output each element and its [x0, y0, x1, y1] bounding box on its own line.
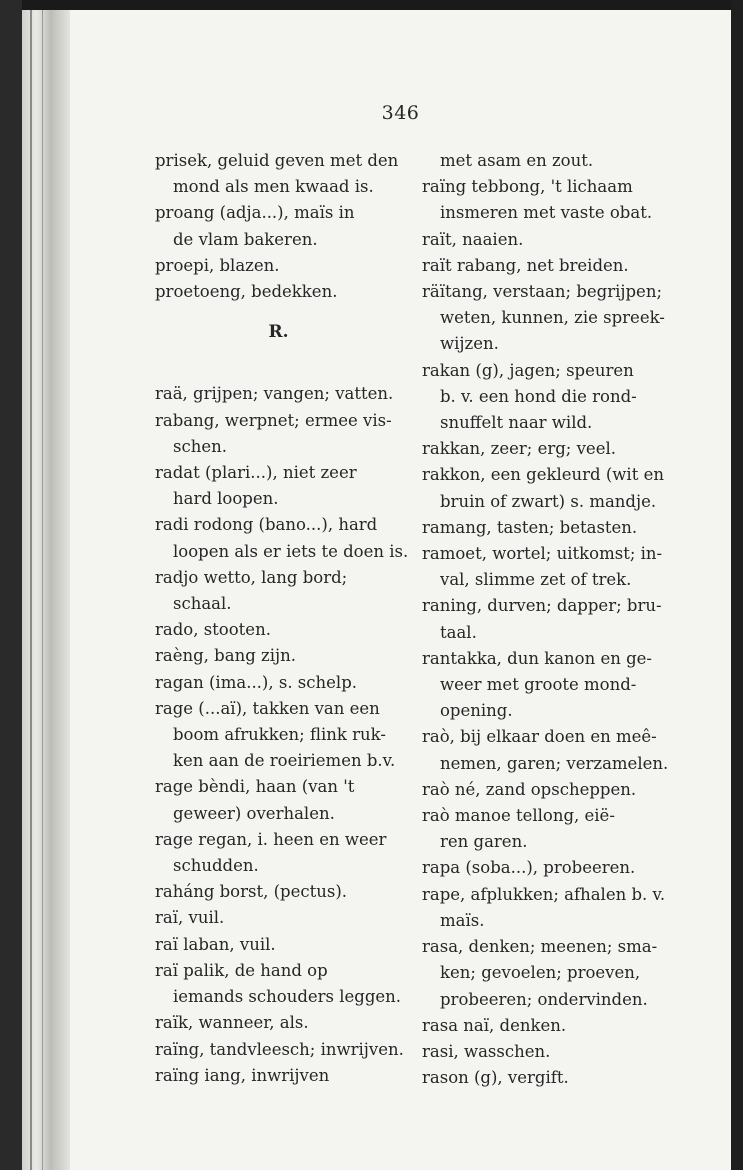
dictionary-entry — [422, 436, 668, 462]
entry-continuation-line: schen. — [173, 436, 227, 456]
entry-continuation-line: wijzen. — [440, 334, 499, 354]
entry-line: raò, bij elkaar doen en meê- — [422, 727, 657, 747]
dictionary-entry — [422, 541, 668, 593]
entry-line: rasa, denken; meenen; sma- — [422, 937, 658, 957]
page-number: 346 — [381, 102, 420, 124]
entry-line: rason (g), vergift. — [422, 1068, 569, 1088]
entry-continuation-line: boom afrukken; flink ruk- — [173, 725, 386, 745]
entry-line: raháng borst, (pectus). — [155, 882, 348, 902]
entry-line: ragan (ima...), s. schelp. — [155, 672, 357, 692]
entry-line: raò né, zand opscheppen. — [422, 779, 637, 799]
dictionary-entry — [155, 958, 402, 1010]
entry-line: raïng tebbong, 't lichaam — [422, 177, 633, 197]
dictionary-entry — [155, 932, 402, 958]
entry-line: raïng iang, inwrijven — [155, 1065, 330, 1085]
entry-line: proepi, blazen. — [155, 255, 280, 275]
entry-line: raïk, wanneer, als. — [155, 1013, 309, 1033]
entry-continuation-line: weten, kunnen, zie spreek- — [440, 308, 665, 328]
dictionary-entry — [422, 1039, 668, 1065]
scan-border-right — [731, 0, 743, 1170]
entry-line: radat (plari...), niet zeer — [155, 463, 357, 483]
entry-continuation-line: bruin of zwart) s. mandje. — [440, 491, 657, 511]
dictionary-entry — [155, 408, 402, 460]
entry-line: rage bèndi, haan (van 't — [155, 777, 355, 797]
entry-continuation-line: hard loopen. — [173, 489, 279, 509]
dictionary-entry — [422, 777, 668, 803]
dictionary-entry — [155, 253, 402, 279]
dictionary-entry — [422, 515, 668, 541]
dictionary-entry — [155, 774, 402, 826]
entry-line: rabang, werpnet; ermee vis- — [155, 410, 392, 430]
entry-line: rapa (soba...), probeeren. — [422, 858, 636, 878]
entry-continuation-line: ren garen. — [440, 832, 528, 852]
entry-line: rasi, wasschen. — [422, 1041, 551, 1061]
dictionary-entry — [155, 381, 402, 407]
entry-line: rape, afplukken; afhalen b. v. — [422, 884, 666, 904]
entry-line: raò manoe tellong, eië- — [422, 806, 615, 826]
left-column — [155, 148, 409, 1089]
entry-line: raïng, tandvleesch; inwrijven. — [155, 1039, 404, 1059]
entry-line: radjo wetto, lang bord; — [155, 567, 348, 587]
entry-line: raä, grijpen; vangen; vatten. — [155, 384, 394, 404]
dictionary-entry — [155, 148, 402, 200]
entry-continuation-line: weer met groote mond- — [440, 675, 637, 695]
entry-continuation-line: nemen, garen; verzamelen. — [440, 753, 669, 773]
scan-border-top — [0, 0, 743, 10]
entry-line: raning, durven; dapper; bru- — [422, 596, 662, 616]
entry-line: räïtang, verstaan; begrijpen; — [422, 282, 663, 302]
dictionary-entry — [422, 358, 668, 437]
dictionary-entry — [155, 1010, 402, 1036]
dictionary-page — [70, 10, 731, 1170]
dictionary-entry — [422, 1013, 668, 1039]
entry-continuation-line: val, slimme zet of trek. — [440, 570, 632, 590]
entry-continuation-line: opening. — [440, 701, 513, 721]
entry-line: proetoeng, bedekken. — [155, 282, 338, 302]
dictionary-entry — [155, 696, 402, 775]
dictionary-entry — [422, 253, 668, 279]
entry-line: rakan (g), jagen; speuren — [422, 360, 634, 380]
dictionary-entry — [155, 1063, 402, 1089]
dictionary-entry — [155, 200, 402, 252]
dictionary-entry — [155, 1037, 402, 1063]
dictionary-entry — [422, 148, 668, 174]
dictionary-entry — [155, 565, 402, 617]
dictionary-entry — [155, 670, 402, 696]
entry-continuation-line: taal. — [440, 622, 477, 642]
entry-continuation-line: loopen als er iets te doen is. — [173, 541, 409, 561]
entry-line: raï laban, vuil. — [155, 934, 276, 954]
dictionary-entry — [422, 855, 668, 881]
entry-continuation-line: insmeren met vaste obat. — [440, 203, 653, 223]
entry-line: rantakka, dun kanon en ge- — [422, 648, 653, 668]
scan-border-left — [0, 0, 22, 1170]
entry-line: raï palik, de hand op — [155, 960, 328, 980]
dictionary-entry — [155, 827, 402, 879]
dictionary-entry — [422, 646, 668, 725]
entry-continuation-line: b. v. een hond die rond- — [440, 386, 637, 406]
entry-line: raït rabang, net breiden. — [422, 255, 629, 275]
entry-line: raït, naaien. — [422, 229, 524, 249]
entry-line: rado, stooten. — [155, 620, 271, 640]
dictionary-entry — [155, 905, 402, 931]
entry-continuation-line: maïs. — [440, 910, 485, 930]
dictionary-entry — [155, 643, 402, 669]
dictionary-entry — [422, 174, 668, 226]
book-gutter — [22, 10, 70, 1170]
entry-continuation-line: ken aan de roeiriemen b.v. — [173, 751, 396, 771]
entry-line: rage regan, i. heen en weer — [155, 829, 387, 849]
entry-continuation-line: probeeren; ondervinden. — [440, 989, 648, 1009]
dictionary-entry — [422, 803, 668, 855]
entry-line: raèng, bang zijn. — [155, 646, 296, 666]
dictionary-entry — [422, 279, 668, 358]
dictionary-entry — [422, 593, 668, 645]
dictionary-entry — [155, 512, 409, 564]
dictionary-entry — [155, 879, 402, 905]
entry-line: rasa naï, denken. — [422, 1015, 567, 1035]
entry-continuation-line: iemands schouders leggen. — [173, 987, 402, 1007]
entry-line: raï, vuil. — [155, 908, 225, 928]
entry-continuation-line: de vlam bakeren. — [173, 229, 318, 249]
entry-line: radi rodong (bano...), hard — [155, 515, 378, 535]
dictionary-entry — [422, 934, 668, 1013]
entry-continuation-line: ken; gevoelen; proeven, — [440, 963, 641, 983]
entry-line: ramang, tasten; betasten. — [422, 517, 638, 537]
entry-continuation-line: snuffelt naar wild. — [440, 413, 593, 433]
entry-line: rakkon, een gekleurd (wit en — [422, 465, 664, 485]
dictionary-entry — [155, 617, 402, 643]
entry-line: prisek, geluid geven met den — [155, 151, 399, 170]
right-column — [422, 148, 668, 1091]
entry-continuation-line: geweer) overhalen. — [173, 803, 335, 823]
dictionary-entry — [422, 724, 668, 776]
entry-continuation-line: schudden. — [173, 856, 259, 876]
entry-line: ramoet, wortel; uitkomst; in- — [422, 544, 663, 564]
dictionary-entry — [422, 462, 668, 514]
entry-line: proang (adja...), maïs in — [155, 203, 355, 223]
entry-continuation-line: mond als men kwaad is. — [173, 177, 374, 197]
entry-line: rakkan, zeer; erg; veel. — [422, 439, 616, 459]
dictionary-entry — [155, 279, 402, 305]
dictionary-entry — [422, 1065, 668, 1091]
section-heading: R. — [268, 322, 289, 343]
dictionary-entry — [422, 882, 668, 934]
entry-continuation-line: schaal. — [173, 594, 232, 614]
dictionary-entry — [422, 227, 668, 253]
entry-line: met asam en zout. — [440, 151, 594, 170]
dictionary-entry — [155, 460, 402, 512]
entry-line: rage (...aï), takken van een — [155, 698, 380, 718]
